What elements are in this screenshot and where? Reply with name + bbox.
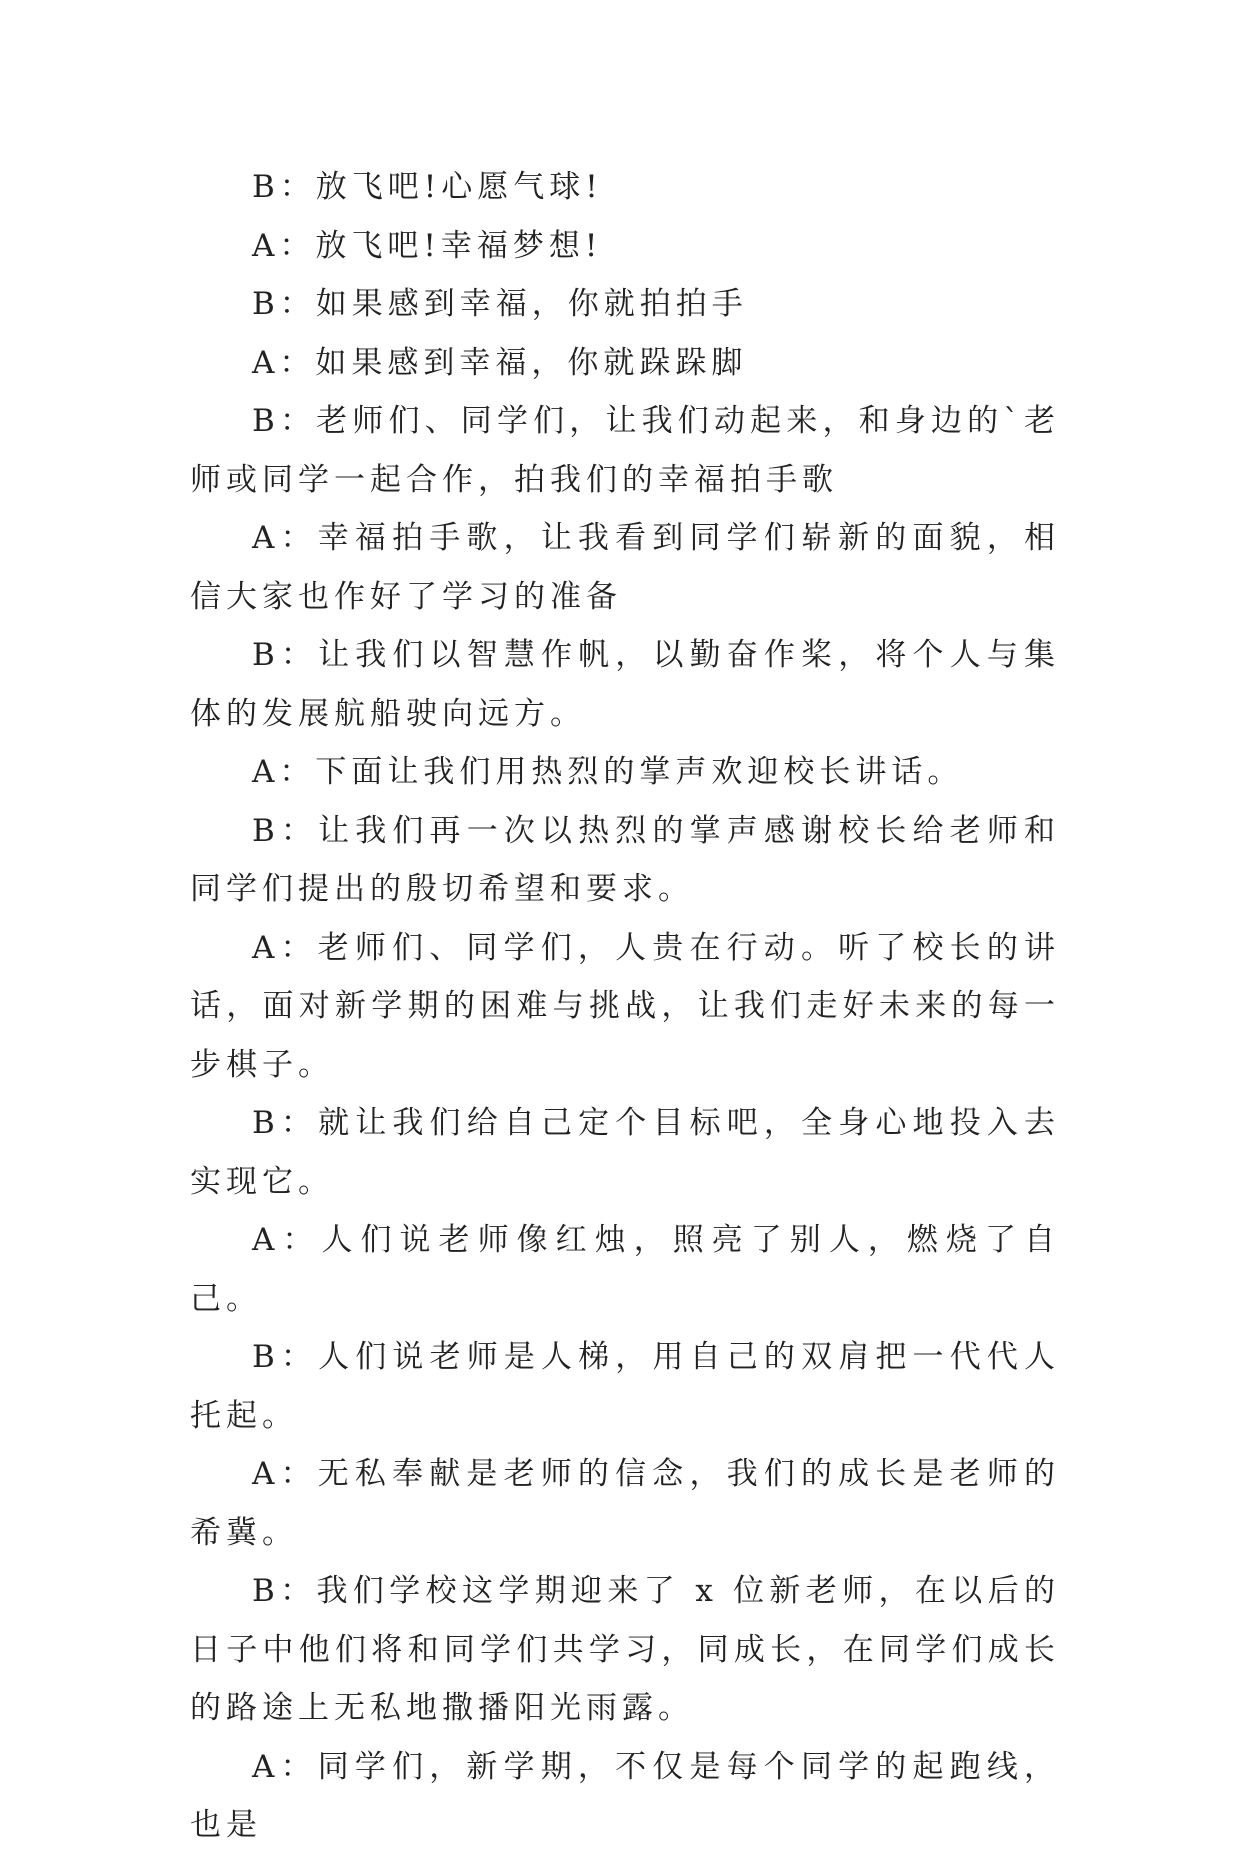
dialogue-line: A：放飞吧!幸福梦想! xyxy=(252,227,603,264)
dialogue-line: A：幸福拍手歌，让我看到同学们崭新的面貌，相信大家也作好了学习的准备 xyxy=(190,520,1060,615)
dialogue-line: B：老师们、同学们，让我们动起来，和身边的`老师或同学一起合作，拍我们的幸福拍手歌 xyxy=(190,403,1060,498)
document-body xyxy=(190,158,1060,1855)
dialogue-line: A：如果感到幸福，你就跺跺脚 xyxy=(252,344,748,381)
dialogue-line: B：让我们以智慧作帆，以勤奋作桨，将个人与集体的发展航船驶向远方。 xyxy=(190,637,1060,732)
dialogue-line: B：人们说老师是人梯，用自己的双肩把一代代人托起。 xyxy=(190,1339,1060,1434)
dialogue-line: B：放飞吧!心愿气球! xyxy=(252,169,603,205)
dialogue-line: B：如果感到幸福，你就拍拍手 xyxy=(252,286,748,322)
dialogue-line: A：无私奉献是老师的信念，我们的成长是老师的希冀。 xyxy=(190,1456,1060,1551)
dialogue-line: A：人们说老师像红烛，照亮了别人，燃烧了自己。 xyxy=(190,1222,1060,1317)
dialogue-line: A：同学们，新学期，不仅是每个同学的起跑线，也是 xyxy=(190,1748,1060,1843)
dialogue-line: B：让我们再一次以热烈的掌声感谢校长给老师和同学们提出的殷切希望和要求。 xyxy=(190,812,1060,907)
dialogue-line: B：我们学校这学期迎来了 x 位新老师，在以后的日子中他们将和同学们共学习，同成长，在同学们成长的路途上无私地撒播阳光雨露。 xyxy=(190,1573,1060,1726)
dialogue-line: B：就让我们给自己定个目标吧，全身心地投入去实现它。 xyxy=(190,1105,1060,1200)
dialogue-line: A：下面让我们用热烈的掌声欢迎校长讲话。 xyxy=(252,754,964,790)
dialogue-line: A：老师们、同学们，人贵在行动。听了校长的讲话，面对新学期的困难与挑战，让我们走好未来的每一步棋子。 xyxy=(190,929,1060,1083)
